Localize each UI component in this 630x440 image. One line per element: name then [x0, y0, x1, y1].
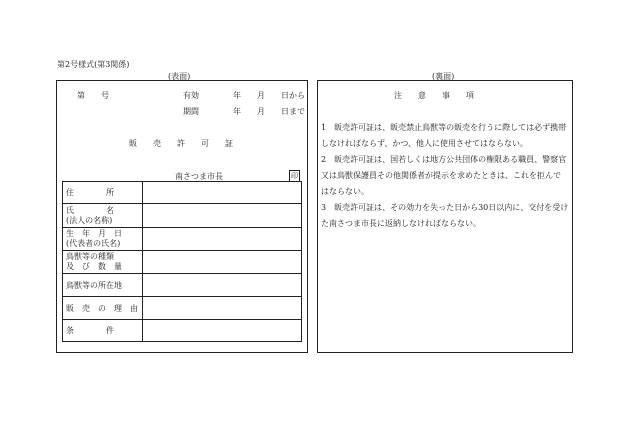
- field-value-birthdate: [143, 228, 302, 251]
- validity-end-date: 年 月 日まで: [233, 107, 305, 116]
- note-line: 3 販売許可証は、その効力を失った日から30日以内に、交付を受け: [321, 203, 569, 212]
- note-line: しなければならず、かつ、他人に使用させてはならない。: [321, 139, 529, 148]
- field-value-address: [143, 182, 302, 204]
- field-row-birthdate: [63, 228, 302, 251]
- form-title: 第2号様式(第3関係): [57, 60, 130, 69]
- front-panel: [56, 80, 308, 353]
- validity-start-date: 年 月 日から: [233, 91, 305, 100]
- field-row-address: [63, 182, 302, 204]
- field-row-reason: [63, 297, 302, 320]
- back-panel: [317, 80, 573, 353]
- issuer-name: 南さつま市長: [175, 172, 223, 181]
- field-row-species: [63, 251, 302, 274]
- permit-fields-table: [62, 181, 302, 342]
- validity-label-1: 有効: [183, 91, 199, 100]
- back-side-label: (裏面): [432, 72, 455, 81]
- field-value-reason: [143, 297, 302, 320]
- note-line: はならない。: [321, 187, 369, 196]
- field-row-name: [63, 204, 302, 228]
- field-label-species: 鳥獣等の種類 及 び 数 量: [63, 251, 143, 274]
- field-label-location: 鳥獣等の所在地: [63, 274, 143, 297]
- field-label-conditions: 条 件: [63, 320, 143, 342]
- note-line: た南さつま市長に返納しなければならない。: [321, 219, 481, 228]
- note-line: 1 販売許可証は、販売禁止鳥獣等の販売を行うに際しては必ず携帯: [321, 123, 567, 132]
- field-value-conditions: [143, 320, 302, 342]
- validity-label-2: 期間: [183, 107, 199, 116]
- field-label-birthdate: 生 年 月 日 (代表者の氏名): [63, 228, 143, 251]
- field-row-conditions: [63, 320, 302, 342]
- note-line: 又は鳥獣保護員その他関係者が提示を求めたときは、これを拒んで: [321, 171, 561, 180]
- field-label-address: 住 所: [63, 182, 143, 204]
- field-value-location: [143, 274, 302, 297]
- field-value-name: [143, 204, 302, 228]
- permit-title: 販 売 許 可 証: [129, 139, 233, 148]
- field-label-name: 氏 名 (法人の名称): [63, 204, 143, 228]
- permit-number-label: 第 号: [77, 91, 109, 100]
- note-line: 2 販売許可証は、国若しくは地方公共団体の権限ある職員、警察官: [321, 155, 567, 164]
- field-label-reason: 販 売 の 理 由: [63, 297, 143, 320]
- field-row-location: [63, 274, 302, 297]
- notes-heading: 注 意 事 項: [394, 91, 474, 100]
- seal-mark: 印: [291, 172, 298, 180]
- field-value-species: [143, 251, 302, 274]
- front-side-label: (表面): [168, 72, 191, 81]
